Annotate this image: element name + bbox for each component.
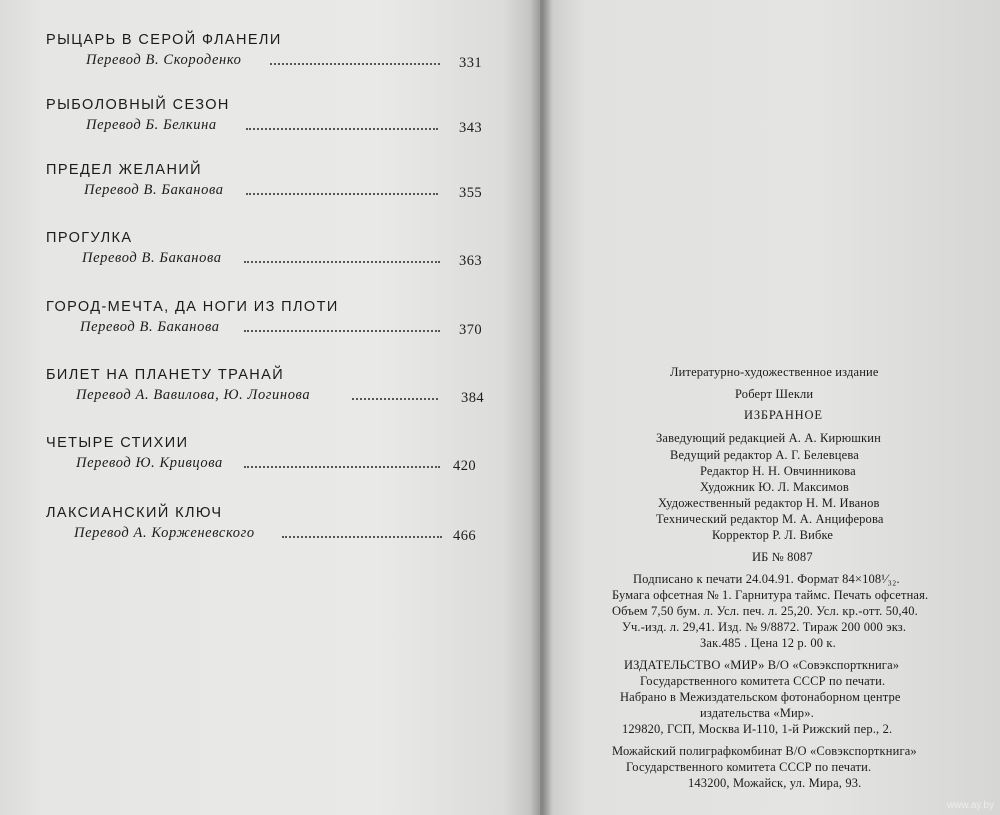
- staff-line: Корректор Р. Л. Вибке: [712, 528, 834, 542]
- watermark-text: www.ay.by: [946, 800, 994, 811]
- translator-line: Перевод Ю. Кривцова: [76, 455, 223, 471]
- staff-line: Технический редактор М. А. Анциферова: [656, 512, 884, 526]
- story-title: БИЛЕТ НА ПЛАНЕТУ ТРАНАЙ: [46, 367, 285, 383]
- dot-leader: [244, 454, 440, 468]
- toc-entry: [0, 97, 540, 157]
- page-number: 466: [453, 528, 476, 544]
- toc-entry: [0, 505, 540, 565]
- page-number: 355: [459, 185, 482, 201]
- toc-entry: [0, 435, 540, 495]
- translator-line: Перевод В. Скороденко: [86, 52, 242, 68]
- printer-line: Можайский полиграфкомбинат В/О «Совэкспорткнига»: [612, 744, 917, 758]
- toc-entry: [0, 162, 540, 222]
- staff-line: Ведущий редактор А. Г. Белевцева: [670, 448, 859, 462]
- dot-leader: [282, 524, 442, 538]
- page-number: 420: [453, 458, 476, 474]
- page-number: 331: [459, 55, 482, 71]
- publisher-line: издательства «Мир».: [700, 706, 814, 720]
- author-name: Роберт Шекли: [735, 387, 814, 401]
- print-detail-line: Уч.-изд. л. 29,41. Изд. № 9/8872. Тираж 200 000 экз.: [622, 620, 907, 634]
- dot-leader: [246, 116, 438, 130]
- toc-entry: [0, 230, 540, 290]
- story-title: ЛАКСИАНСКИЙ КЛЮЧ: [46, 505, 223, 521]
- book-title: ИЗБРАННОЕ: [744, 408, 823, 422]
- dot-leader: [244, 249, 440, 263]
- story-title: РЫЦАРЬ В СЕРОЙ ФЛАНЕЛИ: [46, 32, 282, 48]
- staff-line: Художественный редактор Н. М. Иванов: [658, 496, 880, 510]
- publisher-line: Государственного комитета СССР по печати.: [640, 674, 886, 688]
- story-title: РЫБОЛОВНЫЙ СЕЗОН: [46, 97, 230, 113]
- dot-leader: [270, 51, 440, 65]
- toc-entry: [0, 32, 540, 92]
- dot-leader: [244, 318, 440, 332]
- print-detail-line: Бумага офсетная № 1. Гарнитура таймс. Печать офсетная.: [612, 588, 929, 602]
- staff-line: Художник Ю. Л. Максимов: [700, 480, 849, 494]
- print-detail-line: Подписано к печати 24.04.91. Формат 84×108¹⁄₃₂.: [633, 572, 900, 586]
- translator-line: Перевод А. Вавилова, Ю. Логинова: [76, 387, 311, 403]
- story-title: ГОРОД-МЕЧТА, ДА НОГИ ИЗ ПЛОТИ: [46, 299, 339, 315]
- print-detail-line: Объем 7,50 бум. л. Усл. печ. л. 25,20. Усл. кр.-отт. 50,40.: [612, 604, 918, 618]
- book-gutter: [530, 0, 552, 815]
- page-number: 384: [461, 390, 484, 406]
- dot-leader: [246, 181, 438, 195]
- translator-line: Перевод В. Баканова: [80, 319, 220, 335]
- printer-line: Государственного комитета СССР по печати.: [626, 760, 872, 774]
- publisher-line: ИЗДАТЕЛЬСТВО «МИР» В/О «Совэкспорткнига»: [624, 658, 900, 672]
- story-title: ПРЕДЕЛ ЖЕЛАНИЙ: [46, 162, 202, 178]
- staff-line: Редактор Н. Н. Овчинникова: [700, 464, 856, 478]
- publisher-line: 129820, ГСП, Москва И-110, 1-й Рижский пер., 2.: [622, 722, 893, 736]
- page-number: 370: [459, 322, 482, 338]
- edition-type: Литературно-художественное издание: [670, 365, 879, 379]
- print-detail-line: Зак.485 . Цена 12 р. 00 к.: [700, 636, 836, 650]
- printer-line: 143200, Можайск, ул. Мира, 93.: [688, 776, 862, 790]
- ib-number: ИБ № 8087: [752, 550, 813, 564]
- toc-entry: [0, 299, 540, 359]
- page-number: 363: [459, 253, 482, 269]
- staff-line: Заведующий редакцией А. А. Кирюшкин: [656, 431, 881, 445]
- translator-line: Перевод Б. Белкина: [86, 117, 217, 133]
- translator-line: Перевод А. Корженевского: [74, 525, 255, 541]
- translator-line: Перевод В. Баканова: [84, 182, 224, 198]
- story-title: ЧЕТЫРЕ СТИХИИ: [46, 435, 189, 451]
- publisher-line: Набрано в Межиздательском фотонаборном центре: [620, 690, 901, 704]
- dot-leader: [352, 386, 438, 400]
- toc-entry: [0, 367, 540, 427]
- story-title: ПРОГУЛКА: [46, 230, 133, 246]
- page-number: 343: [459, 120, 482, 136]
- translator-line: Перевод В. Баканова: [82, 250, 222, 266]
